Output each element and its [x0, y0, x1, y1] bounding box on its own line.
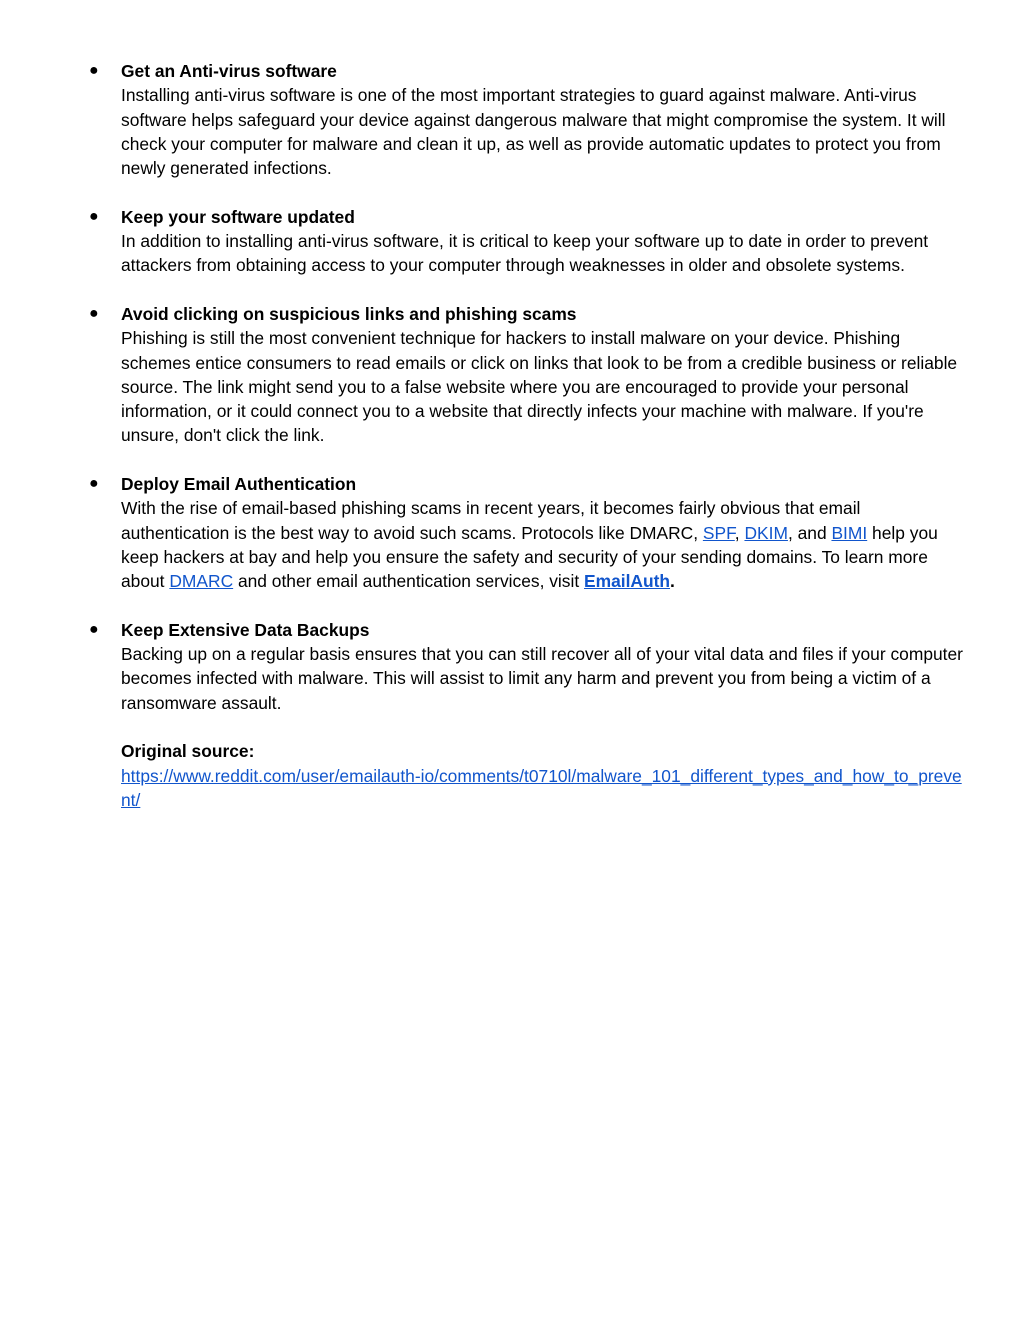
- spf-link[interactable]: SPF: [702, 522, 735, 543]
- emailauth-link[interactable]: EmailAuth: [584, 571, 671, 592]
- item-title: Keep your software updated: [121, 206, 355, 227]
- item-body: Phishing is still the most convenient technique for hackers to install malware on your device. Phishing schemes entice consumers to read emails or click on links that look to be from a credible business or reliable source. The link might send you to a false website where you are encouraged to provide your personal information, or it could connect you to a website that directly infects your machine with malware. If you're unsure, don't click the link.: [121, 328, 958, 446]
- bullet-icon: ●: [89, 620, 99, 638]
- bimi-link[interactable]: BIMI: [831, 522, 868, 543]
- document-page: [0, 59, 1024, 837]
- item-title: Deploy Email Authentication: [121, 474, 357, 495]
- list-item: [0, 205, 1024, 278]
- body-text: , and: [787, 522, 832, 543]
- list-item: [0, 302, 1024, 448]
- bullet-icon: ●: [89, 207, 99, 225]
- item-title: Get an Anti-virus software: [121, 61, 337, 81]
- body-text: With the rise of email-based phishing scams in recent years, it becomes fairly obvious that email authentication is the best way to avoid such scams. Protocols like DMARC,: [121, 498, 861, 543]
- bullet-icon: ●: [89, 304, 99, 322]
- body-text: ,: [734, 522, 745, 543]
- item-body: Backing up on a regular basis ensures that you can still recover all of your vital data and files if your computer becomes infected with malware. This will assist to limit any harm and prevent you from being a victim of a ransomware assault.: [121, 644, 963, 713]
- source-label: Original source:: [121, 741, 255, 762]
- list-item: [0, 472, 1024, 593]
- dkim-link[interactable]: DKIM: [744, 522, 788, 543]
- item-title: Keep Extensive Data Backups: [121, 619, 370, 640]
- dmarc-link[interactable]: DMARC: [169, 571, 234, 592]
- bullet-icon: ●: [89, 62, 99, 79]
- body-text: .: [670, 571, 675, 592]
- source-link[interactable]: https://www.reddit.com/user/emailauth-io/comments/t0710l/malware_101_different_types_and_how_to_prevent/: [121, 765, 962, 810]
- list-item: [0, 618, 1024, 715]
- source-block: [0, 739, 1024, 812]
- item-body: [121, 496, 966, 593]
- item-title: Avoid clicking on suspicious links and phishing scams: [121, 303, 577, 324]
- body-text: help you keep hackers at bay and help you ensure the safety and security of your sending domains. To learn more about: [121, 522, 938, 592]
- item-body: In addition to installing anti-virus software, it is critical to keep your software up to date in order to prevent attackers from obtaining access to your computer through weaknesses in older and obsolete systems.: [121, 231, 929, 276]
- list-item: [0, 59, 1024, 180]
- body-text: and other email authentication services, visit: [233, 571, 585, 592]
- item-body: Installing anti-virus software is one of the most important strategies to guard against malware. Anti-virus software helps safeguard your device against dangerous malware that might compromise the system. It will check your computer for malware and clean it up, as well as provide automatic updates to protect you from newly generated infections.: [121, 85, 946, 179]
- bullet-icon: ●: [89, 475, 99, 493]
